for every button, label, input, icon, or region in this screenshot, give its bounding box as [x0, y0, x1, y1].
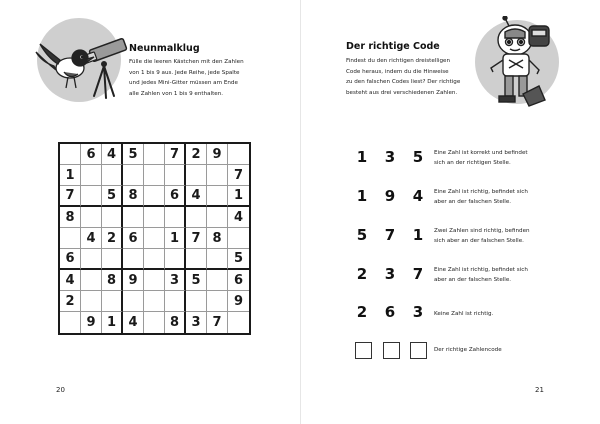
sudoku-cell[interactable] [144, 186, 165, 207]
sudoku-cell[interactable] [186, 249, 207, 270]
clue-text [434, 187, 554, 208]
sudoku-cell[interactable] [186, 291, 207, 312]
sudoku-cell[interactable] [81, 270, 102, 291]
sudoku-cell: 9 [123, 270, 144, 291]
clue-line: sich aber an der falschen Stelle. [434, 238, 524, 245]
sudoku-cell[interactable] [207, 291, 228, 312]
puzzle-title: Neunmalklug [129, 43, 200, 54]
answer-digit-box[interactable] [410, 342, 427, 359]
sudoku-cell[interactable] [123, 249, 144, 270]
sudoku-cell: 5 [186, 270, 207, 291]
code-clue-row [352, 148, 582, 170]
sudoku-cell[interactable] [207, 186, 228, 207]
sudoku-cell[interactable] [165, 165, 186, 186]
sudoku-cell: 4 [60, 270, 81, 291]
clue-text [434, 265, 554, 286]
sudoku-cell: 1 [165, 228, 186, 249]
clue-text [434, 309, 554, 319]
sudoku-cell: 5 [123, 144, 144, 165]
code-clue-row [352, 303, 582, 325]
sudoku-cell[interactable] [228, 312, 249, 333]
sudoku-cell: 6 [60, 249, 81, 270]
sudoku-cell: 8 [123, 186, 144, 207]
sudoku-cell: 8 [207, 228, 228, 249]
sudoku-cell: 8 [60, 207, 81, 228]
sudoku-cell[interactable] [144, 207, 165, 228]
clue-line: Eine Zahl ist richtig, befindet sich [434, 267, 528, 273]
puzzle-instructions [346, 56, 478, 98]
code-digit: 6 [384, 303, 396, 321]
sudoku-cell[interactable] [186, 165, 207, 186]
clue-text [434, 148, 554, 169]
puzzle-instructions [129, 57, 279, 99]
code-digit: 3 [384, 148, 396, 166]
sudoku-cell: 2 [102, 228, 123, 249]
sudoku-cell[interactable] [144, 312, 165, 333]
instruction-line: und jedes Mini-Gitter müssen am Ende [129, 80, 238, 87]
sudoku-cell[interactable] [123, 165, 144, 186]
sudoku-cell[interactable] [186, 207, 207, 228]
sudoku-cell[interactable] [102, 291, 123, 312]
sudoku-cell[interactable] [60, 228, 81, 249]
sudoku-cell[interactable] [81, 291, 102, 312]
sudoku-cell: 2 [186, 144, 207, 165]
code-digit: 3 [412, 303, 424, 321]
code-digit: 5 [412, 148, 424, 166]
sudoku-cell: 7 [165, 144, 186, 165]
code-digit: 2 [356, 265, 368, 283]
sudoku-cell[interactable] [144, 228, 165, 249]
sudoku-cell[interactable] [60, 312, 81, 333]
page-number: 21 [535, 386, 544, 394]
sudoku-cell[interactable] [207, 165, 228, 186]
sudoku-cell[interactable] [165, 291, 186, 312]
sudoku-cell[interactable] [102, 207, 123, 228]
code-digit: 7 [384, 226, 396, 244]
code-digit: 1 [356, 148, 368, 166]
clue-text [434, 226, 554, 247]
sudoku-cell: 6 [123, 228, 144, 249]
sudoku-cell: 3 [165, 270, 186, 291]
sudoku-cell[interactable] [165, 249, 186, 270]
code-clue-row [352, 265, 582, 287]
sudoku-cell[interactable] [81, 165, 102, 186]
sudoku-cell[interactable] [165, 207, 186, 228]
code-digit: 4 [412, 187, 424, 205]
sudoku-grid [58, 142, 251, 335]
sudoku-cell: 2 [60, 291, 81, 312]
sudoku-cell: 1 [102, 312, 123, 333]
sudoku-cell: 9 [228, 291, 249, 312]
sudoku-cell[interactable] [81, 186, 102, 207]
sudoku-cell[interactable] [60, 144, 81, 165]
sudoku-cell[interactable] [207, 270, 228, 291]
sudoku-cell: 4 [123, 312, 144, 333]
sudoku-cell: 4 [81, 228, 102, 249]
sudoku-cell[interactable] [207, 207, 228, 228]
sudoku-cell[interactable] [81, 207, 102, 228]
clue-line: aber an der falschen Stelle. [434, 199, 512, 206]
code-digit: 5 [356, 226, 368, 244]
code-digit: 1 [356, 187, 368, 205]
sudoku-cell[interactable] [81, 249, 102, 270]
answer-label: Der richtige Zahlencode [434, 347, 502, 353]
sudoku-cell: 7 [228, 165, 249, 186]
sudoku-cell: 3 [186, 312, 207, 333]
instruction-line: Fülle die leeren Kästchen mit den Zahlen [129, 59, 244, 65]
sudoku-cell: 5 [102, 186, 123, 207]
instruction-line: alle Zahlen von 1 bis 9 enthalten. [129, 90, 224, 97]
clue-line: aber an der falschen Stelle. [434, 277, 512, 284]
sudoku-cell: 7 [60, 186, 81, 207]
instruction-line: besteht aus drei verschiedenen Zahlen. [346, 89, 458, 96]
sudoku-cell: 7 [207, 312, 228, 333]
code-clue-row [352, 226, 582, 248]
sudoku-cell: 6 [228, 270, 249, 291]
sudoku-cell: 6 [165, 186, 186, 207]
puzzle-title: Der richtige Code [346, 41, 440, 52]
instruction-line: Code heraus, indem du die Hinweise [346, 68, 449, 75]
clue-line: Eine Zahl ist richtig, befindet sich [434, 189, 528, 195]
answer-digit-box[interactable] [383, 342, 400, 359]
clue-line: Keine Zahl ist richtig. [434, 311, 494, 317]
clue-line: Zwei Zahlen sind richtig, befinden [434, 228, 530, 234]
sudoku-cell: 4 [228, 207, 249, 228]
robot-icon [479, 16, 559, 108]
sudoku-cell[interactable] [144, 291, 165, 312]
code-digit: 7 [412, 265, 424, 283]
answer-digit-box[interactable] [355, 342, 372, 359]
sudoku-cell[interactable] [228, 228, 249, 249]
sudoku-cell[interactable] [207, 249, 228, 270]
code-digit: 1 [412, 226, 424, 244]
clue-line: sich an der richtigen Stelle. [434, 160, 511, 167]
sudoku-cell[interactable] [123, 207, 144, 228]
sudoku-cell[interactable] [123, 291, 144, 312]
magpie-telescope-icon [34, 22, 130, 102]
sudoku-cell: 9 [81, 312, 102, 333]
sudoku-cell: 9 [207, 144, 228, 165]
sudoku-cell[interactable] [144, 144, 165, 165]
page-number: 20 [56, 386, 65, 394]
sudoku-cell[interactable] [144, 165, 165, 186]
sudoku-cell: 6 [81, 144, 102, 165]
sudoku-cell: 4 [102, 144, 123, 165]
code-digit: 3 [384, 265, 396, 283]
sudoku-cell: 7 [186, 228, 207, 249]
right-page [300, 0, 600, 424]
sudoku-cell[interactable] [102, 165, 123, 186]
code-digit: 2 [356, 303, 368, 321]
sudoku-cell: 1 [228, 186, 249, 207]
sudoku-cell: 5 [228, 249, 249, 270]
sudoku-cell: 8 [165, 312, 186, 333]
sudoku-cell[interactable] [144, 249, 165, 270]
instruction-line: Findest du den richtigen dreistelligen [346, 58, 450, 64]
sudoku-cell: 8 [102, 270, 123, 291]
code-digit: 9 [384, 187, 396, 205]
sudoku-cell[interactable] [228, 144, 249, 165]
code-clue-row [352, 187, 582, 209]
clue-line: Eine Zahl ist korrekt und befindet [434, 150, 528, 156]
instruction-line: zu den falschen Codes liest? Der richtige [346, 79, 461, 86]
sudoku-cell: 4 [186, 186, 207, 207]
sudoku-cell[interactable] [144, 270, 165, 291]
sudoku-cell: 1 [60, 165, 81, 186]
instruction-line: von 1 bis 9 aus. Jede Reihe, jede Spalte [129, 69, 240, 76]
sudoku-cell[interactable] [102, 249, 123, 270]
